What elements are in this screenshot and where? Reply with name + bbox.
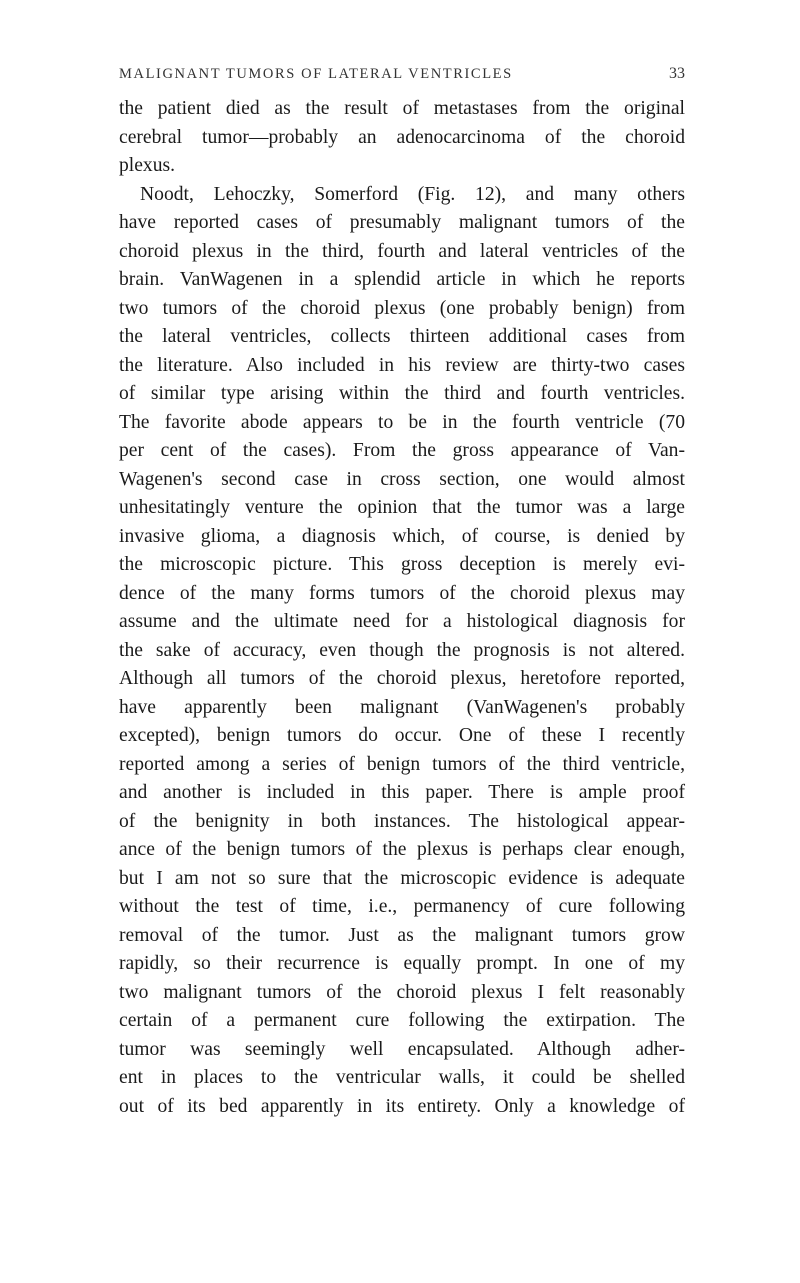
text-line: of similar type arising within the third and fourth ventricles. <box>119 383 685 404</box>
text-line: cerebral tumor—probably an adenocarcinoma of the choroid <box>119 126 685 148</box>
text-line: the patient died as the result of metastases from the original <box>119 98 685 119</box>
text-line: ance of the benign tumors of the plexus is perhaps clear enough, <box>119 839 685 860</box>
text-line: without the test of time, i.e., permanency of cure following <box>119 896 685 917</box>
text-line: have apparently been malignant (VanWagenen's probably <box>119 696 685 718</box>
text-line: rapidly, so their recurrence is equally prompt. In one of my <box>119 953 685 974</box>
text-line: the lateral ventricles, collects thirteen additional cases from <box>119 326 685 347</box>
text-line: removal of the tumor. Just as the malignant tumors grow <box>119 924 685 946</box>
text-line: the sake of accuracy, even though the prognosis is not altered. <box>119 639 685 661</box>
text-line: per cent of the cases). From the gross appearance of Van- <box>119 440 685 461</box>
text-line: but I am not so sure that the microscopic evidence is adequate <box>119 867 685 889</box>
running-title: MALIGNANT TUMORS OF LATERAL VENTRICLES <box>119 66 513 82</box>
text-line: out of its bed apparently in its entirety. Only a knowledge of <box>119 1095 685 1117</box>
text-line: Wagenen's second case in cross section, one would almost <box>119 468 685 490</box>
text-line: The favorite abode appears to be in the fourth ventricle (70 <box>119 411 685 433</box>
text-line: the microscopic picture. This gross deception is merely evi- <box>119 554 685 575</box>
body-text <box>119 95 685 1121</box>
text-line: plexus. <box>119 155 176 176</box>
text-line: have reported cases of presumably malignant tumors of the <box>119 212 685 233</box>
text-line: dence of the many forms tumors of the choroid plexus may <box>119 582 685 604</box>
text-line: brain. VanWagenen in a splendid article in which he reports <box>119 269 685 290</box>
text-line: excepted), benign tumors do occur. One of these I recently <box>119 725 685 746</box>
text-line: unhesitatingly venture the opinion that the tumor was a large <box>119 497 685 518</box>
text-line: two malignant tumors of the choroid plexus I felt reasonably <box>119 981 685 1003</box>
text-line: choroid plexus in the third, fourth and lateral ventricles of the <box>119 240 685 262</box>
running-head <box>119 66 685 86</box>
text-line: and another is included in this paper. There is ample proof <box>119 782 685 803</box>
text-line: Noodt, Lehoczky, Somerford (Fig. 12), and many others <box>140 183 685 205</box>
text-line: ent in places to the ventricular walls, it could be shelled <box>119 1067 685 1088</box>
text-line: Although all tumors of the choroid plexus, heretofore reported, <box>119 668 685 689</box>
text-line: certain of a permanent cure following the extirpation. The <box>119 1010 685 1031</box>
text-line: assume and the ultimate need for a histological diagnosis for <box>119 611 685 632</box>
text-line: two tumors of the choroid plexus (one probably benign) from <box>119 297 685 319</box>
text-line: invasive glioma, a diagnosis which, of course, is denied by <box>119 525 685 547</box>
text-line: the literature. Also included in his review are thirty-two cases <box>119 354 685 376</box>
text-line: of the benignity in both instances. The histological appear- <box>119 810 685 832</box>
page-number: 33 <box>669 65 685 82</box>
text-line: reported among a series of benign tumors of the third ventricle, <box>119 753 685 775</box>
text-line: tumor was seemingly well encapsulated. Although adher- <box>119 1038 685 1060</box>
